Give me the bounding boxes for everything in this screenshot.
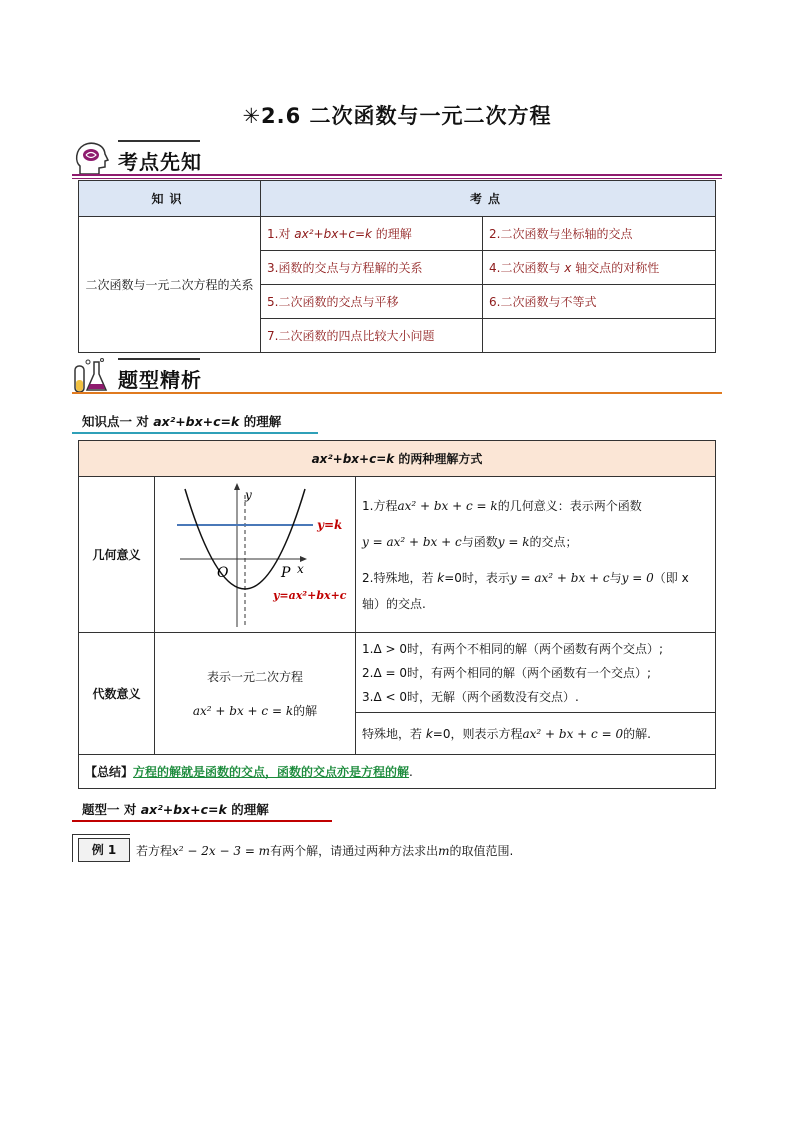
line-label: y=k bbox=[317, 518, 343, 532]
x-axis-label: x bbox=[297, 562, 304, 576]
example-tag: 例 1 bbox=[72, 834, 132, 862]
algebraic-cases: 1.Δ > 0时，有两个不相同的解（两个函数有两个交点）; 2.Δ = 0时，有两个相同的解（两个函数有一个交点）; 3.Δ < 0时，无解（两个函数没有交点）. bbox=[356, 633, 716, 713]
heading-underline bbox=[72, 820, 332, 822]
table-header-points: 考点 bbox=[261, 181, 716, 217]
example-question: 若方程x² − 2x − 3 = m有两个解，请通过两种方法求出m的取值范围. bbox=[136, 844, 514, 858]
table-header-knowledge: 知识 bbox=[79, 181, 261, 217]
header-underline-thin bbox=[72, 178, 722, 179]
section-header-tixing bbox=[72, 356, 722, 400]
point-item: 7.二次函数的四点比较大小问题 bbox=[261, 319, 483, 353]
row-label-geometric: 几何意义 bbox=[79, 477, 155, 633]
algebraic-special: 特殊地，若 k=0，则表示方程ax² + bx + c = 0的解. bbox=[356, 713, 716, 755]
knowledge-table bbox=[78, 180, 716, 353]
summary-row: 【总结】方程的解就是函数的交点，函数的交点亦是方程的解. bbox=[79, 755, 716, 789]
knowledge-cell: 二次函数与一元二次方程的关系 bbox=[79, 217, 261, 353]
parabola-graph bbox=[155, 477, 355, 629]
section-label: 考点先知 bbox=[118, 150, 202, 174]
point-item: 5.二次函数的交点与平移 bbox=[261, 285, 483, 319]
point-item: 3.函数的交点与方程解的关系 bbox=[261, 251, 483, 285]
graph-cell bbox=[155, 477, 356, 633]
origin-label: O bbox=[217, 565, 229, 581]
point-item: 6.二次函数与不等式 bbox=[483, 285, 716, 319]
curve-label: y=ax²+bx+c bbox=[273, 589, 347, 602]
point-p-label: P bbox=[281, 565, 291, 581]
algebraic-center: 表示一元二次方程 ax² + bx + c = k的解 bbox=[155, 633, 356, 755]
point-item: 1.对 ax²+bx+c=k 的理解 bbox=[261, 217, 483, 251]
header-topline bbox=[118, 140, 200, 142]
understanding-table bbox=[78, 440, 716, 789]
heading-underline bbox=[72, 432, 318, 434]
section-header-kaodian bbox=[72, 138, 722, 182]
knowledge-point-heading: 知识点一 对 ax²+bx+c=k 的理解 bbox=[72, 410, 318, 434]
section-label: 题型精析 bbox=[118, 368, 202, 392]
lab-flask-icon bbox=[72, 356, 112, 396]
head-brain-icon bbox=[72, 138, 112, 178]
table2-header: ax²+bx+c=k 的两种理解方式 bbox=[79, 441, 716, 477]
header-topline bbox=[118, 358, 200, 360]
row-label-algebraic: 代数意义 bbox=[79, 633, 155, 755]
header-underline bbox=[72, 174, 722, 176]
point-item: 4.二次函数与 x 轴交点的对称性 bbox=[483, 251, 716, 285]
geometric-meaning-text: 1.方程ax² + bx + c = k的几何意义：表示两个函数 y = ax² + bx + c与函数y = k的交点； 2.特殊地，若 k=0时，表示y = ax² + bx + c与y = 0（即 x 轴）的交点. bbox=[356, 477, 716, 633]
page-title: ✳2.6 二次函数与一元二次方程 bbox=[242, 104, 552, 128]
empty-cell bbox=[483, 319, 716, 353]
y-axis-label: y bbox=[245, 488, 252, 502]
header-underline bbox=[72, 392, 722, 394]
question-type-heading: 题型一 对 ax²+bx+c=k 的理解 bbox=[72, 798, 332, 822]
point-item: 2.二次函数与坐标轴的交点 bbox=[483, 217, 716, 251]
